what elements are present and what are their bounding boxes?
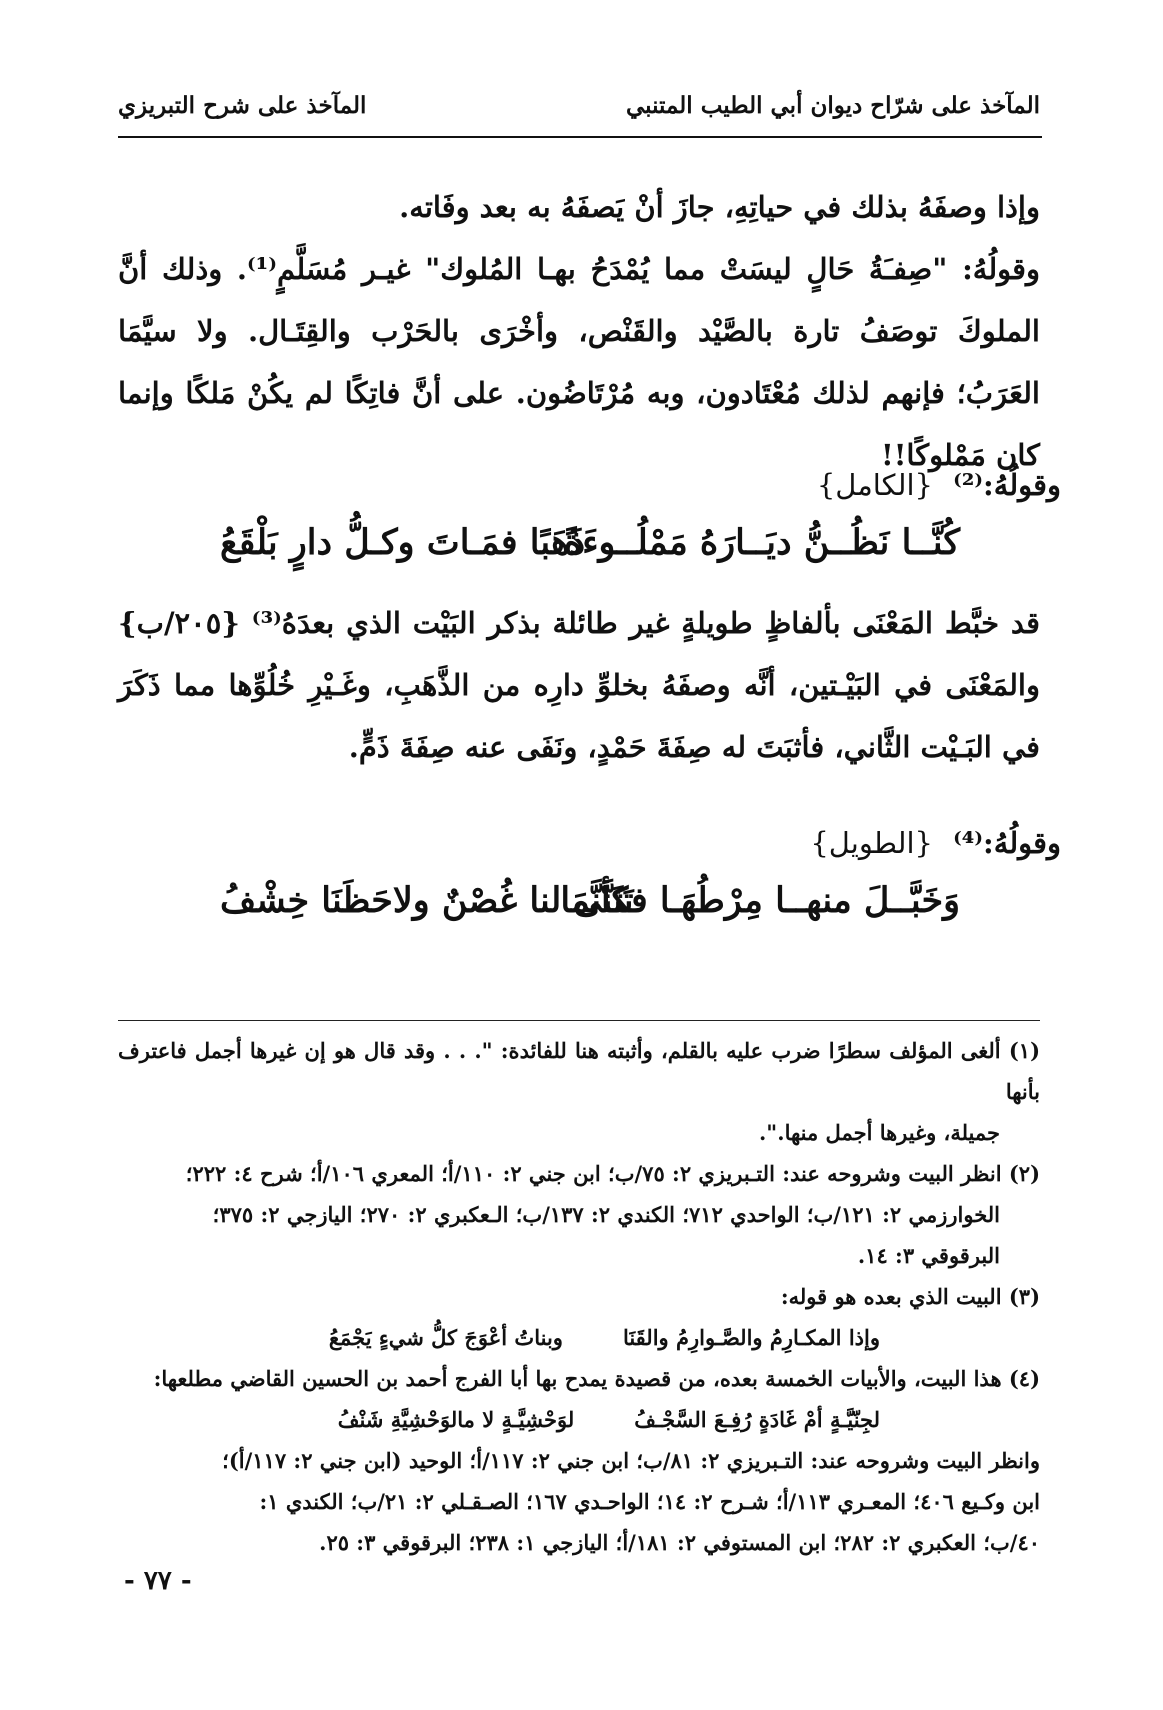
footnote-verse-hemistich: وإذا المكـارِمُ والصَّـوارِمُ والقَنَا bbox=[622, 1325, 880, 1350]
verse-1-intro bbox=[817, 468, 1061, 502]
verse-1-intro-text: وقولُهُ:⁽²⁾ bbox=[953, 468, 1061, 502]
footnote-verse bbox=[118, 1317, 1040, 1358]
verse-2-intro bbox=[810, 826, 1061, 860]
footnote-2 bbox=[118, 1153, 1040, 1276]
paragraph-2: وقولُهُ: "صِفـَةُ حَالٍ ليسَتْ مما يُمْدَحُ بهـا المُلوك" غيـر مُسَلَّمٍ⁽¹⁾. وذلك أنَّ الملوكَ توصَفُ تارة بالصَّيْد والقَنْص، وأخْرَى بالحَرْب والقِتَـال. ولا سيَّمَا العَرَبُ؛ فإنهم لذلك مُعْتَادون، وبه مُرْتَاضُون. على أنَّ فاتِكًا لم يكُنْ مَلكًا وإنما كان مَمْلوكًا!! bbox=[118, 252, 1041, 472]
paragraph-3: قد خبَّط المَعْنَى بألفاظٍ طويلةٍ غير طائلة بذكر البَيْت الذي بعدَهُ⁽³⁾ {٢٠٥/ب} والمَعْنَى في البَيْـتين، أنَّه وصفَهُ بخلوِّ دارِه من الذَّهَبِ، وغَـيْرِ خُلُوِّها مما ذَكَرَ في البَـيْت الثَّاني، فأثبَتَ له صِفَةَ حَمْدٍ، ونَفَى عنه صِفَةَ ذَمٍّ. bbox=[118, 606, 1040, 764]
book-title: المآخذ على شرّاح ديوان أبي الطيب المتنبي bbox=[626, 92, 1040, 119]
paragraph-1: وإذا وصفَهُ بذلك في حياتِهِ، جازَ أنْ يَصفَهُ به بعد وفَاته. bbox=[399, 190, 1040, 224]
footnote-line: (٤) هذا البيت، والأبيات الخمسة بعده، من قصيدة يمدح بها أبا الفرج أحمد بن الحسين القاضي مطلعها: bbox=[153, 1366, 1040, 1391]
footnotes bbox=[118, 1030, 1040, 1563]
verse-1-hemistich-1: كُنَّــا نَظُــنُّ ديَــارَهُ مَمْلُــوءَةً bbox=[563, 522, 960, 563]
footnote-line: جميلة، وغيرها أجمل منها.". bbox=[759, 1120, 1000, 1145]
footnote-line: ٤٠/ب؛ العكبري ٢: ٢٨٢؛ ابن المستوفي ٢: ١٨١/أ؛ اليازجي ١: ٢٣٨؛ البرقوقي ٣: ٢٥. bbox=[319, 1530, 1040, 1555]
verse-2 bbox=[220, 880, 960, 936]
footnote-verse bbox=[118, 1399, 1040, 1440]
footnote-verse-hemistich: وبناتُ أعْوَجَ كلُّ شيءٍ يَجْمَعُ bbox=[328, 1325, 563, 1350]
footnote-line: البرقوقي ٣: ١٤. bbox=[857, 1243, 1000, 1268]
verse-2-hemistich-1: وَخَبَّــلَ منهــا مِرْطُهَـا فكأنَّمَا bbox=[560, 880, 960, 921]
footnote-3 bbox=[118, 1276, 1040, 1358]
header-divider bbox=[118, 136, 1042, 138]
verse-2-hemistich-2: تَثَنَّى لنا غُصْنٌ ولاحَظَنَا خِشْفُ bbox=[220, 880, 634, 921]
footnote-4 bbox=[118, 1358, 1040, 1563]
verse-1-meter: {الكامل} bbox=[816, 468, 933, 502]
verse-1-hemistich-2: ذَهَبًا فمَـاتَ وكـلُّ دارٍ بَلْقَعُ bbox=[220, 522, 586, 563]
footnote-line: ابن وكـيع ٤٠٦؛ المعـري ١١٣/أ؛ شـرح ٢: ١٤؛ الواحـدي ١٦٧؛ الصـقـلي ٢: ٢١/ب؛ الكندي ١: bbox=[259, 1489, 1040, 1514]
page-number: - ٧٧ - bbox=[124, 1566, 192, 1596]
verse-1 bbox=[220, 522, 960, 578]
verse-2-meter: {الطويل} bbox=[810, 826, 933, 860]
running-header bbox=[118, 92, 1040, 128]
footnote-line: الخوارزمي ٢: ١٢١/ب؛ الواحدي ٧١٢؛ الكندي ٢: ١٣٧/ب؛ الـعكبري ٢: ٢٧٠؛ اليازجي ٢: ٣٧٥؛ bbox=[212, 1202, 1000, 1227]
footnote-1 bbox=[118, 1030, 1040, 1153]
verse-2-intro-text: وقولُهُ:⁽⁴⁾ bbox=[953, 826, 1061, 860]
footnote-verse-hemistich: لوَحْشِيَّـةٍ لا مالوَحْشِيَّةِ شَنْفُ bbox=[337, 1407, 575, 1432]
chapter-title: المآخذ على شرح التبريزي bbox=[118, 92, 367, 119]
footnote-line: وانظر البيت وشروحه عند: التـبريزي ٢: ٨١/ب؛ ابن جني ٢: ١١٧/أ؛ الوحيد (ابن جني ٢: ١١٧/أ)؛ bbox=[222, 1448, 1040, 1473]
footnote-line: (٣) البيت الذي بعده هو قوله: bbox=[780, 1284, 1040, 1309]
footnote-divider bbox=[118, 1020, 1040, 1021]
footnote-line: (١) ألغى المؤلف سطرًا ضرب عليه بالقلم، وأثبته هنا للفائدة: ". . . وقد قال هو إن غيرها أجمل فاعترف بأنها bbox=[118, 1038, 1040, 1104]
footnote-verse-hemistich: لجِنّيَّـةٍ أمْ غَادَةٍ رُفِـعَ السَّجْـفُ bbox=[634, 1407, 880, 1432]
footnote-line: (٢) انظر البيت وشروحه عند: التـبريزي ٢: ٧٥/ب؛ ابن جني ٢: ١١٠/أ؛ المعري ١٠٦/أ؛ شرح ٤: ٢٢٢؛ bbox=[185, 1161, 1040, 1186]
